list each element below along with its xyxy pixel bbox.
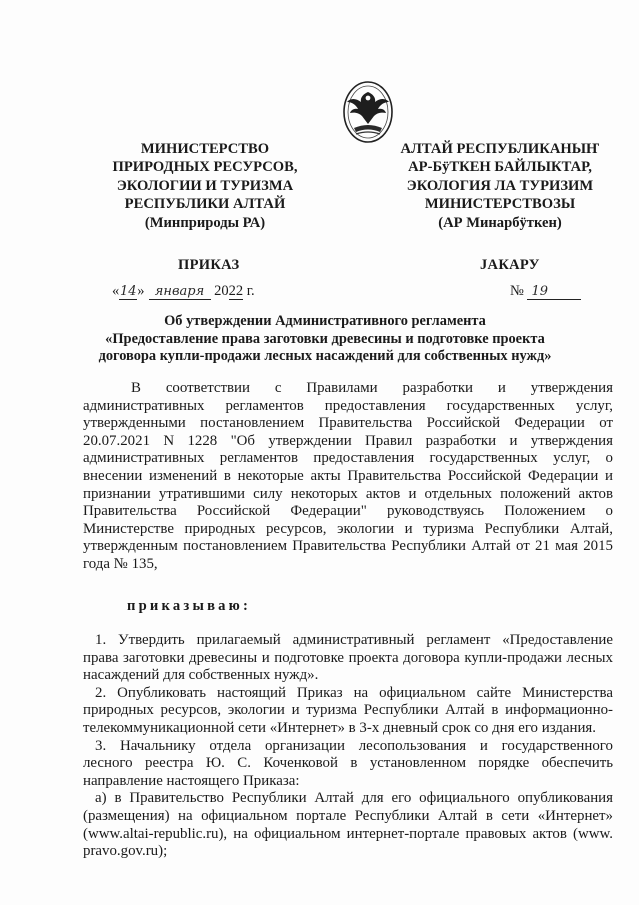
header-right-line-4: МИНИСТЕРСТВОЗЫ bbox=[424, 196, 576, 213]
date-day: 14 bbox=[119, 284, 137, 299]
date-open-quote: « bbox=[112, 283, 120, 299]
preamble-line: утвержденными постановлением Правительства Российской Федерации от bbox=[83, 415, 613, 432]
date-year-suffix: 22 bbox=[228, 283, 244, 299]
header-left-line-1: МИНИСТЕРСТВО bbox=[140, 141, 270, 157]
preamble-line: 20.07.2021 N 1228 "Об утверждении Правил разработки и утверждения bbox=[83, 432, 613, 449]
order-number-value: 19 bbox=[527, 284, 581, 300]
ministry-name-russian bbox=[80, 140, 330, 232]
header-left-line-2: ПРИРОДНЫХ РЕСУРСОВ, bbox=[112, 159, 298, 176]
header-right-line-1: АЛТАЙ РЕСПУБЛИКАНЫҤ bbox=[400, 141, 600, 157]
item-line: (www.altai-republic.ru), на официальном интернет-портале правовых актов (www. bbox=[83, 825, 613, 842]
document-title bbox=[70, 313, 580, 366]
preamble-line: признании утратившими силу некоторых актов и отдельных положений актов bbox=[83, 485, 613, 502]
header-left-short-name: (Минприроды РА) bbox=[144, 214, 266, 231]
item-line: природных ресурсов, экологии и туризма Республики Алтай в информационно- bbox=[83, 702, 613, 719]
header-right-line-3: ЭКОЛОГИЯ ЛА ТУРИЗИМ bbox=[406, 177, 594, 194]
title-line-2: «Предоставление права заготовки древесины и подготовке проекта bbox=[105, 330, 545, 347]
order-number bbox=[510, 283, 581, 300]
preamble-line: Министерстве природных ресурсов, экологии и туризма Республики Алтай, bbox=[83, 520, 613, 537]
preamble-paragraph bbox=[83, 380, 613, 574]
item-line: 3. Начальнику отдела организации лесопользования и государственного bbox=[95, 737, 613, 754]
order-items bbox=[83, 632, 613, 861]
coat-of-arms-emblem bbox=[330, 80, 406, 144]
title-line-1: Об утверждении Административного регламента bbox=[164, 313, 486, 329]
preamble-line: внесении изменений в некоторые акты Правительства Российской Федерации и bbox=[83, 467, 613, 484]
item-line: 2. Опубликовать настоящий Приказ на официальном сайте Министерства bbox=[95, 684, 613, 701]
date-year-prefix: 20 bbox=[214, 283, 229, 299]
item-line: насаждений для собственных нужд». bbox=[83, 667, 319, 684]
resolution-word: приказываю: bbox=[127, 598, 252, 614]
ministry-name-altai bbox=[380, 140, 620, 232]
item-line: лесного реестра Ю. С. Коченковой в установленном порядке обеспечить bbox=[83, 755, 613, 772]
preamble-line: утвержденным постановлением Правительства Республики Алтай от 21 мая 2015 bbox=[83, 538, 613, 555]
item-line: pravo.gov.ru); bbox=[83, 843, 168, 860]
date-suffix: г. bbox=[243, 283, 255, 299]
item-line: направление настоящего Приказа: bbox=[83, 772, 300, 789]
header-right-short-name: (АР Минарбÿткен) bbox=[438, 214, 562, 231]
preamble-line: Правительства Российской Федерации" руководствуясь Положением о bbox=[83, 503, 613, 520]
order-label-russian: ПРИКАЗ bbox=[178, 257, 240, 273]
header-left-line-4: РЕСПУБЛИКИ АЛТАЙ bbox=[124, 196, 286, 213]
order-date bbox=[112, 283, 255, 300]
title-line-3: договора купли-продажи лесных насаждений для собственных нужд» bbox=[98, 348, 552, 364]
item-line: 1. Утвердить прилагаемый административный регламент «Предоставление bbox=[95, 632, 613, 648]
header-right-line-2: АР-БÿТКЕН БАЙЛЫКТАР, bbox=[408, 159, 592, 176]
header-left-line-3: ЭКОЛОГИИ И ТУРИЗМА bbox=[116, 177, 294, 194]
item-line: а) в Правительство Республики Алтай для его официального опубликования bbox=[95, 790, 613, 807]
date-month: января bbox=[149, 284, 211, 300]
preamble-line: В соответствии с Правилами разработки и утверждения bbox=[131, 380, 613, 396]
number-sign: № bbox=[510, 283, 524, 299]
item-line: телекоммуникационной сети «Интернет» в 3-х дневный срок со дня его издания. bbox=[83, 719, 596, 736]
item-line: права заготовки древесины и подготовке проекта договора купли-продажи лесных bbox=[83, 649, 613, 666]
preamble-line: года № 135, bbox=[83, 555, 158, 572]
date-close-quote: » bbox=[137, 283, 145, 299]
preamble-line: административных регламентов предоставления государственных услуг, о bbox=[83, 450, 613, 467]
item-line: (размещения) на официальном портале Республики Алтай в сети «Интернет» bbox=[83, 807, 613, 824]
preamble-line: административных регламентов предоставления государственных услуг, bbox=[83, 397, 613, 414]
order-label-altai: JAКАРУ bbox=[480, 257, 540, 273]
